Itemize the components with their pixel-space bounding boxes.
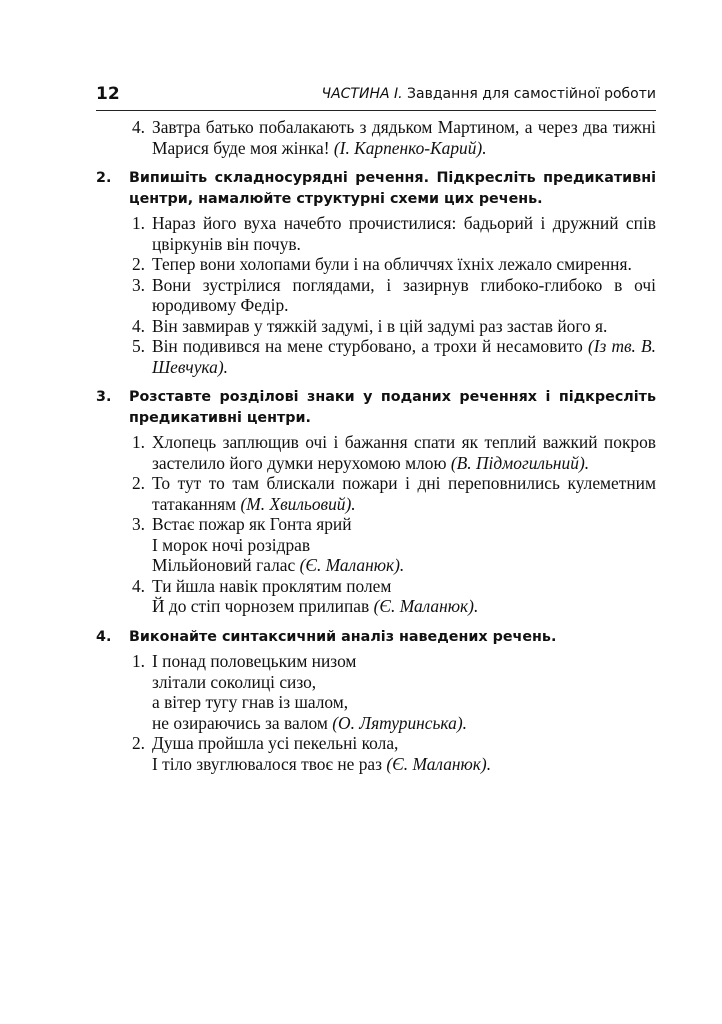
sentence: Хлопець заплющив очі і бажання спати як теплий важкий покров застелило його думки нерухомою млою	[152, 432, 656, 473]
item-text	[152, 336, 656, 377]
list-item	[96, 117, 656, 158]
verse-line: І морок ночі розідрав	[152, 534, 311, 555]
part-label: ЧАСТИНА І.	[321, 86, 403, 102]
running-title	[321, 86, 656, 102]
source-citation: (Є. Маланюк).	[386, 753, 492, 774]
item-number: 4.	[131, 117, 145, 137]
item-number: 5.	[131, 336, 145, 356]
item-number: 3.	[131, 514, 145, 534]
verse-item	[96, 576, 656, 617]
verse-line: І понад половецьким низом	[152, 651, 357, 671]
page-header	[96, 80, 656, 111]
verse-text: Й до стіп чорнозем прилипав	[152, 596, 370, 616]
task-heading	[96, 387, 656, 428]
item-number: 2.	[131, 254, 145, 274]
section-title: Завдання для самостійної роботи	[407, 86, 656, 102]
task-instruction: Випишіть складносурядні речення. Підкресліть предикативні центри, намалюйте структурні схеми цих речень.	[129, 170, 656, 207]
verse-lines	[152, 733, 491, 774]
page-number: 12	[96, 84, 120, 104]
verse-lines	[152, 651, 467, 733]
item-text	[152, 473, 656, 514]
source-citation: (І. Карпенко-Карий).	[333, 137, 487, 158]
book-page	[96, 80, 656, 774]
verse-line: Ти йшла навік проклятим полем	[152, 575, 392, 596]
list-item	[96, 432, 656, 473]
sentence: Завтра батько побалакають з дядьком Мартином, а через два тижні Марися буде моя жінка!	[152, 117, 656, 158]
source-citation: (О. Лятуринська).	[332, 712, 467, 733]
item-number: 1.	[131, 651, 145, 671]
verse-line: Встає пожар як Гонта ярий	[152, 514, 352, 534]
verse-text: не озираючись за валом	[152, 712, 328, 733]
verse-text: І тіло звуглювалося твоє не раз	[152, 753, 382, 774]
list-item	[96, 254, 656, 275]
verse-lines	[152, 514, 404, 576]
task-heading	[96, 627, 656, 648]
task-number: 2.	[96, 170, 112, 186]
task-instruction: Виконайте синтаксичний аналіз наведених речень.	[129, 628, 557, 645]
item-text: Нараз його вуха начебто прочистилися: бадьорий і дружний спів цвіркунів він почув.	[152, 213, 656, 254]
item-number: 1.	[131, 432, 145, 452]
page-content	[96, 117, 656, 774]
list-item	[96, 473, 656, 514]
verse-line: Душа пройшла усі пекельні кола,	[152, 733, 399, 753]
task-heading	[96, 168, 656, 209]
verse-line-last	[152, 754, 491, 775]
verse-line: а вітер тугу гнав із шалом,	[152, 692, 349, 712]
verse-item	[96, 651, 656, 733]
source-citation: (В. Підмогильний).	[450, 452, 590, 473]
item-number: 2.	[131, 733, 145, 753]
item-number: 4.	[131, 575, 145, 596]
item-text: Тепер вони холопами були і на обличчях їхніх лежало смирення.	[152, 254, 632, 274]
item-number: 1.	[131, 213, 145, 233]
verse-lines	[152, 576, 478, 617]
verse-item	[96, 514, 656, 576]
source-citation: (Є. Маланюк).	[373, 596, 479, 616]
item-number: 2.	[131, 473, 145, 493]
item-text: Вони зустрілися поглядами, і зазирнув глибоко-глибоко в очі юродивому Федір.	[152, 274, 656, 315]
verse-line-last	[152, 555, 404, 576]
item-text	[152, 432, 656, 473]
list-item	[96, 213, 656, 254]
item-number: 3.	[131, 274, 145, 295]
list-item	[96, 336, 656, 377]
sentence: Він подивився на мене стурбовано, а трохи й несамовито	[152, 336, 583, 356]
verse-text: Мільйоновий галас	[152, 555, 296, 575]
verse-item	[96, 733, 656, 774]
item-number: 4.	[131, 315, 145, 336]
task-number: 3.	[96, 389, 112, 405]
verse-line: злітали соколиці сизо,	[152, 671, 317, 692]
list-item	[96, 275, 656, 316]
sentence: То тут то там блискали пожари і дні переповнились кулеметним татаканням	[152, 473, 656, 514]
item-text	[152, 117, 656, 158]
source-citation: (Із тв. В. Шевчука).	[152, 336, 657, 377]
verse-line-last	[152, 596, 478, 617]
task-instruction: Розставте розділові знаки у поданих реченнях і підкресліть предикативні центри.	[129, 389, 656, 426]
list-item	[96, 316, 656, 337]
task-number: 4.	[96, 628, 112, 645]
item-text: Він завмирав у тяжкій задумі, і в цій задумі раз застав його я.	[152, 315, 608, 336]
source-citation: (Є. Маланюк).	[299, 555, 405, 575]
source-citation: (М. Хвильовий).	[240, 493, 356, 514]
verse-line-last	[152, 713, 467, 734]
